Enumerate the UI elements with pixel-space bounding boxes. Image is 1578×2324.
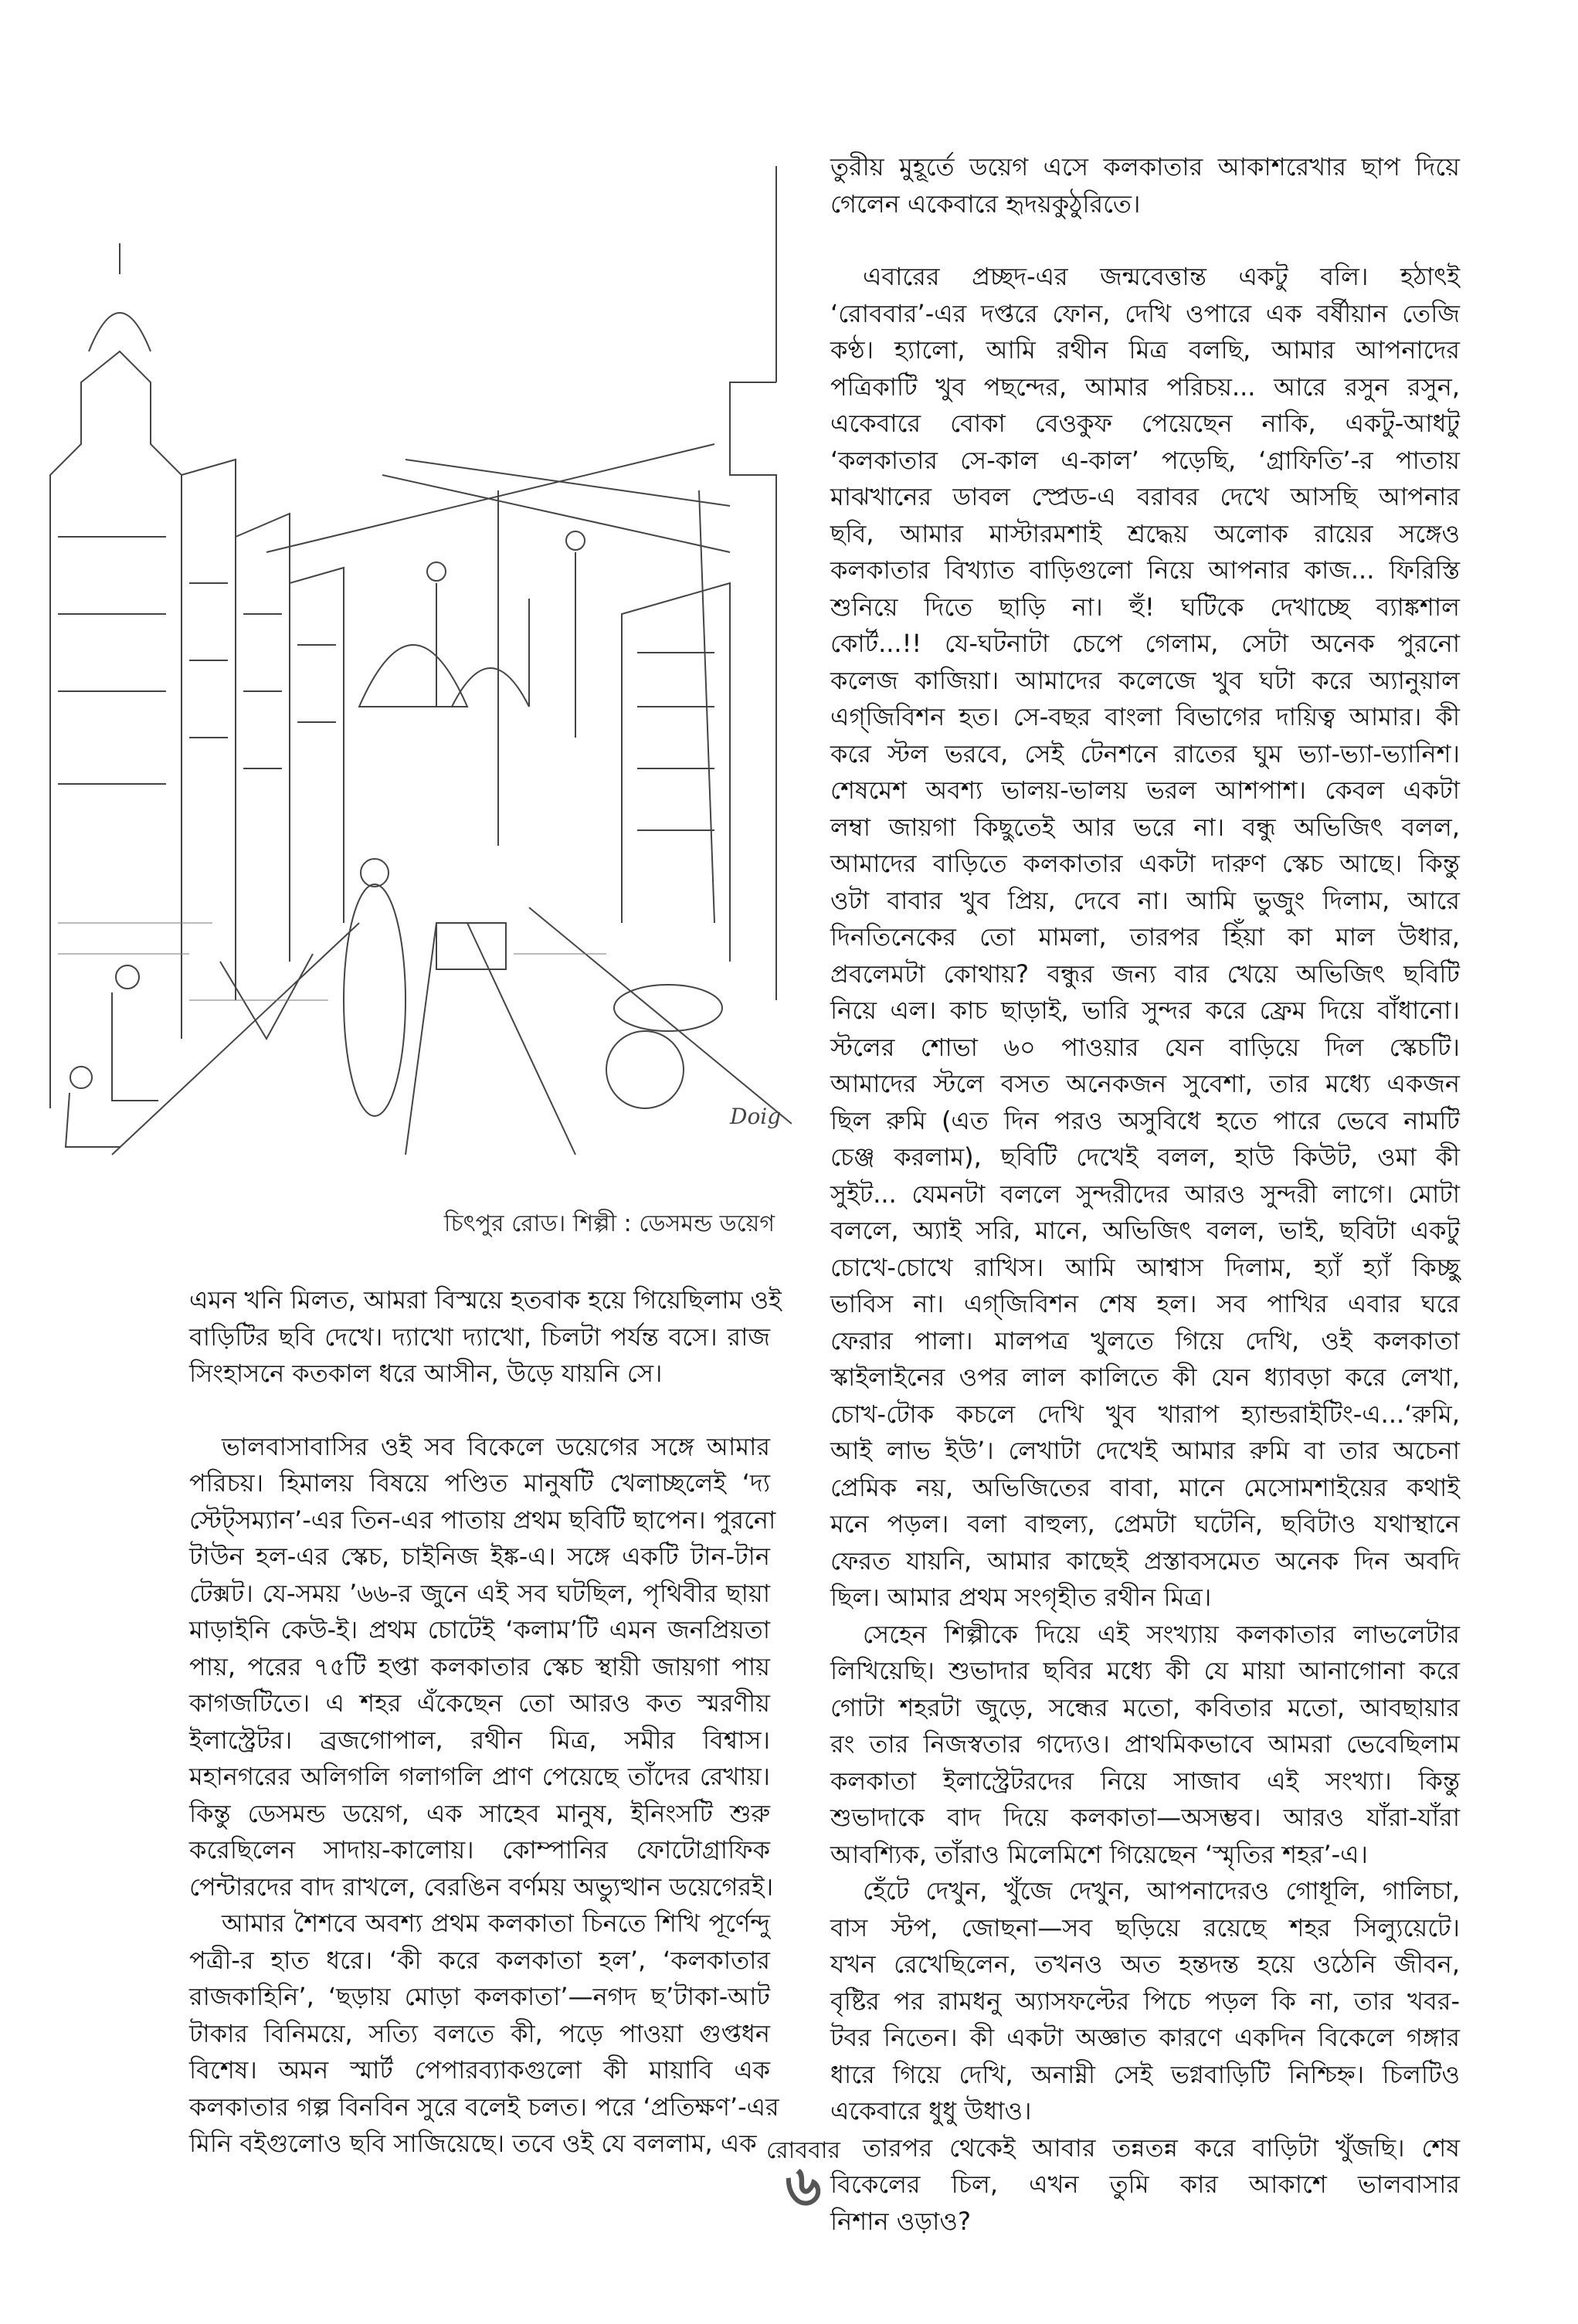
text-line: এমন খনি মিলত, আমরা বিস্ময়ে হতবাক হয়ে গিয়েছিলাম ওই xyxy=(189,1285,782,1315)
text-line: যখন রেখেছিলেন, তখনও অত হন্তদন্ত হয়ে ওঠেনি জীবন, xyxy=(830,1949,1460,1979)
text-line: রং তার নিজস্বতার গদ্যেও। প্রাথমিকভাবে আমরা ভেবেছিলাম xyxy=(830,1729,1460,1759)
magazine-name-footer: রোববার xyxy=(766,2137,840,2164)
text-line: পত্রিকাটি খুব পছন্দের, আমার পরিচয়... আরে রসুন রসুন, xyxy=(830,372,1460,402)
text-line: বললে, অ্যাই সরি, মানে, অভিজিৎ বলল, ভাই, ছবিটা একটু xyxy=(830,1216,1460,1245)
paragraph xyxy=(830,1617,1460,1874)
text-line: রাজকাহিনি’, ‘ছড়ায় মোড়া কলকাতা’—নগদ ছ’টাকা-আট xyxy=(189,1982,770,2011)
text-line: বিকেলের চিল, এখন তুমি কার আকাশে ভালবাসার xyxy=(830,2170,1460,2199)
paragraph xyxy=(189,1905,779,2163)
text-line: গেলেন একেবারে হৃদয়কুঠুরিতে। xyxy=(830,188,1141,219)
text-line: ‘কলকাতার সে-কাল এ-কাল’ পড়েছি, ‘গ্রাফিতি’-র পাতায় xyxy=(830,445,1460,475)
text-line: ছিল রুমি (এত দিন পরও অসুবিধে হতে পারে ভেবে নামটি xyxy=(830,1105,1460,1135)
text-line: একেবারে ধুধু উধাও। xyxy=(830,2096,1032,2126)
text-line: এগ্‌জিবিশন হত। সে-বছর বাংলা বিভাগের দায়িত্ব আমার। কী xyxy=(830,702,1460,731)
text-line: টেক্সট। যে-সময় ’৬৬-র জুনে এই সব ঘটছিল, পৃথিবীর ছায়া xyxy=(189,1578,770,1608)
text-line: কলকাতার বিখ্যাত বাড়িগুলো নিয়ে আপনার কাজ... ফিরিস্তি xyxy=(830,555,1460,585)
text-line: কাগজটিতে। এ শহর এঁকেছেন তো আরও কত স্মরণীয় xyxy=(189,1688,770,1718)
text-line: স্কাইলাইনের ওপর লাল কালিতে কী যেন ধ্যাবড়া করে লেখা, xyxy=(830,1362,1460,1392)
text-line: আমাদের বাড়িতে কলকাতার একটা দারুণ স্কেচ আছে। কিন্তু xyxy=(830,849,1460,878)
text-line: কলকাতার গল্প বিনবিন সুরে বলেই চলত। পরে ‘প্রতিক্ষণ’-এর xyxy=(189,2092,779,2122)
text-line: প্রবলেমটা কোথায়? বন্ধুর জন্য বার খেয়ে অভিজিৎ ছবিটি xyxy=(830,958,1460,989)
text-line: নিশান ওড়াও? xyxy=(830,2206,971,2236)
text-line: স্টলের শোভা ৬০ পাওয়ার যেন বাড়িয়ে দিল স্কেচটি। xyxy=(830,1032,1460,1062)
text-line: মাঝখানের ডাবল স্প্রেড-এ বরাবর দেখে আসছি আপনার xyxy=(830,482,1460,511)
text-line: কলেজ কাজিয়া। আমাদের কলেজে খুব ঘটা করে অ্যানুয়াল xyxy=(830,665,1460,695)
text-line: তুরীয় মুহূর্তে ডয়েগ এসে কলকাতার আকাশরেখার ছাপ দিয়ে xyxy=(830,152,1460,182)
text-line: ছবি, আমার মাস্টারমশাই শ্রদ্ধেয় অলোক রায়ের সঙ্গেও xyxy=(830,518,1460,548)
text-line: কোর্ট...!! যে-ঘটনাটা চেপে গেলাম, সেটা অনেক পুরনো xyxy=(830,629,1460,658)
text-line: করে স্টল ভরবে, সেই টেনশনে রাতের ঘুম ভ্যা-ভ্যা-ভ্যানিশ। xyxy=(830,738,1460,768)
text-line: ছিল। আমার প্রথম সংগৃহীত রথীন মিত্র। xyxy=(830,1583,1212,1612)
text-line: চেঞ্জ করলাম), ছবিটি দেখেই বলল, হাউ কিউট, ওমা কী xyxy=(830,1142,1460,1172)
text-line: টাকার বিনিময়ে, সত্যি বলতে কী, পড়ে পাওয়া গুপ্তধন xyxy=(189,2018,770,2048)
text-line: লিখিয়েছি। শুভাদার ছবির মধ্যে কী যে মায়া আনাগোনা করে xyxy=(830,1656,1460,1685)
paragraph xyxy=(830,149,1460,222)
text-line: ওটা বাবার খুব প্রিয়, দেবে না। আমি ভুজুং দিলাম, আরে xyxy=(830,885,1460,915)
text-line: মনে পড়ল। বলা বাহুল্য, প্রেমটা ঘটেনি, ছবিটাও যথাস্থানে xyxy=(830,1509,1460,1539)
text-line: পরিচয়। হিমালয় বিষয়ে পণ্ডিত মানুষটি খেলাচ্ছলেই ‘দ্য xyxy=(189,1468,770,1498)
text-line: সেহেন শিল্পীকে দিয়ে এই সংখ্যায় কলকাতার লাভলেটার xyxy=(863,1619,1460,1649)
text-line: করেছিলেন সাদায়-কালোয়। কোম্পানির ফোটোগ্রাফিক xyxy=(189,1835,770,1864)
text-line: টাউন হল-এর স্কেচ, চাইনিজ ইঙ্ক-এ। সঙ্গে একটি টান-টান xyxy=(189,1542,770,1571)
text-line: মিনি বইগুলোও ছবি সাজিয়েছে। তবে ওই যে বললাম, এক xyxy=(189,2129,757,2158)
text-line: পেন্টারদের বাদ রাখলে, বেরঙিন বর্ণময় অভ্যুত্থান ডয়েগেরই। xyxy=(189,1871,774,1902)
text-line: নিয়ে এল। কাচ ছাড়াই, ভারি সুন্দর করে ফ্রেম দিয়ে বাঁধানো। xyxy=(830,996,1460,1025)
text-line: আবশ্যিক, তাঁরাও মিলেমিশে গিয়েছেন ‘স্মৃতির শহর’-এ। xyxy=(830,1839,1368,1869)
text-line: ‘রোববার’-এর দপ্তরে ফোন, দেখি ওপারে এক বর্ষীয়ান তেজি xyxy=(830,298,1460,328)
image-caption: চিৎপুর রোড। শিল্পী : ডেসমন্ড ডয়েগ xyxy=(443,1210,775,1237)
text-line: বিশেষ। অমন স্মার্ট পেপারব্যাকগুলো কী মায়াবি এক xyxy=(189,2055,770,2085)
text-line: আই লাভ ইউ’। লেখাটা দেখেই আমার রুমি বা তার অচেনা xyxy=(830,1436,1460,1465)
text-line: একেবারে বোকা বেওকুফ পেয়েছেন নাকি, একটু-আধটু xyxy=(830,409,1460,438)
text-line: মাড়াইনি কেউ-ই। প্রথম চোটেই ‘কলাম’টি এমন জনপ্রিয়তা xyxy=(189,1615,770,1644)
text-line: ফেরার পালা। মালপত্র খুলতে গিয়ে দেখি, ওই কলকাতা xyxy=(830,1325,1460,1355)
text-line: এবারের প্রচ্ছদ-এর জন্মবেত্তান্ত একটু বলি। হঠাৎই xyxy=(863,262,1460,291)
text-line: কিন্তু ডেসমন্ড ডয়েগ, এক সাহেব মানুষ, ইনিংসটি শুরু xyxy=(189,1798,770,1828)
text-line: ইলাস্ট্রেটর। ব্রজগোপাল, রথীন মিত্র, সমীর বিশ্বাস। xyxy=(189,1725,770,1755)
text-line: কলকাতা ইলাস্ট্রেটরদের নিয়ে সাজাব এই সংখ্যা। কিন্তু xyxy=(830,1766,1460,1796)
paragraph xyxy=(189,1429,776,1906)
text-line: ভালবাসাবাসির ওই সব বিকেলে ডয়েগের সঙ্গে আমার xyxy=(222,1431,770,1461)
paragraph xyxy=(830,1873,1460,2130)
chitpur-road-sketch xyxy=(35,151,792,1170)
text-line: স্টেট্সম্যান’-এর তিন-এর পাতায় প্রথম ছবিটি ছাপেন। পুরনো xyxy=(189,1505,776,1535)
text-line: শুভাদাকে বাদ দিয়ে কলকাতা—অসম্ভব। আরও যাঁরা-যাঁরা xyxy=(830,1803,1460,1832)
text-line: পায়, পরের ৭৫টি হপ্তা কলকাতার স্কেচ স্থায়ী জায়গা পায় xyxy=(189,1651,770,1681)
text-line: কণ্ঠ। হ্যালো, আমি রথীন মিত্র বলছি, আমার আপনাদের xyxy=(830,335,1460,365)
text-line: সুইট... যেমনটা বললে সুন্দরীদের আরও সুন্দরী লাগে। মোটা xyxy=(830,1179,1460,1209)
text-line: মহানগরের অলিগলি গলাগলি প্রাণ পেয়েছে তাঁদের রেখায়। xyxy=(189,1762,770,1791)
text-line: ধারে গিয়ে দেখি, অনাম্নী সেই ভগ্নবাড়িটি নিশ্চিহ্ন। চিলটিও xyxy=(830,2059,1460,2089)
text-line: তারপর থেকেই আবার তন্নতন্ন করে বাড়িটা খুঁজছি। শেষ xyxy=(863,2132,1460,2163)
right-column-text xyxy=(830,149,1460,2240)
text-line: শেষমেশ অবশ্য ভালয়-ভালয় ভরল আশপাশ। কেবল একটা xyxy=(830,775,1460,805)
text-line: চোখে-চোখে রাখিস। আমি আশ্বাস দিলাম, হ্যাঁ হ্যাঁ কিচ্ছু xyxy=(830,1252,1460,1282)
text-line: গোটা শহরটা জুড়ে, সন্ধের মতো, কবিতার মতো, আবছায়ার xyxy=(830,1692,1460,1722)
text-line: চোখ-টোক কচলে দেখি খুব খারাপ হ্যান্ডরাইটিং-এ...‘রুমি, xyxy=(830,1399,1460,1429)
text-line: ফেরত যায়নি, আমার কাছেই প্রস্তাবসমেত অনেক দিন অবদি xyxy=(830,1545,1460,1576)
text-line: সিংহাসনে কতকাল ধরে আসীন, উড়ে যায়নি সে। xyxy=(189,1359,663,1388)
paragraph xyxy=(189,1282,782,1393)
text-line: আমার শৈশবে অবশ্য প্রথম কলকাতা চিনতে শিখি পূর্ণেন্দু xyxy=(222,1908,770,1938)
paragraph xyxy=(830,259,1460,1617)
text-line: পত্রী-র হাত ধরে। ‘কী করে কলকাতা হল’, ‘কলকাতার xyxy=(189,1945,770,1975)
text-line: টবর নিতেন। কী একটা অজ্ঞাত কারণে একদিন বিকেলে গঙ্গার xyxy=(830,2023,1460,2052)
page-number: ৬ xyxy=(785,2153,822,2218)
text-line: শুনিয়ে দিতে ছাড়ি না। হুঁ! ঘটিকে দেখাচ্ছে ব্যাঙ্কশাল xyxy=(830,592,1460,622)
text-line: বাড়িটির ছবি দেখে। দ্যাখো দ্যাখো, চিলটা পর্যন্ত বসে। রাজ xyxy=(189,1321,770,1352)
left-column-text xyxy=(189,1282,782,2163)
text-line: হেঁটে দেখুন, খুঁজে দেখুন, আপনাদেরও গোধূলি, গালিচা, xyxy=(863,1876,1460,1905)
text-line: বাস স্টপ, জোছনা—সব ছড়িয়ে রয়েছে শহর সিল্যুয়েটে। xyxy=(830,1912,1460,1942)
text-line: ভাবিস না। এগ্‌জিবিশন শেষ হল। সব পাখির এবার ঘরে xyxy=(830,1289,1460,1318)
text-line: দিনতিনেকের তো মামলা, তারপর হিঁয়া কা মাল উধার, xyxy=(830,922,1460,952)
text-line: লম্বা জায়গা কিছুতেই আর ভরে না। বন্ধু অভিজিৎ বলল, xyxy=(830,812,1460,842)
text-line: আমাদের স্টলে বসত অনেকজন সুবেশা, তার মধ্যে একজন xyxy=(830,1069,1460,1098)
artist-signature: Doig xyxy=(730,1104,782,1129)
text-line: বৃষ্টির পর রামধনু অ্যাসফল্টের পিচে পড়ল কি না, তার খবর- xyxy=(830,1986,1460,2016)
text-line: প্রেমিক নয়, অভিজিতের বাবা, মানে মেসোমশাইয়ের কথাই xyxy=(830,1472,1460,1502)
